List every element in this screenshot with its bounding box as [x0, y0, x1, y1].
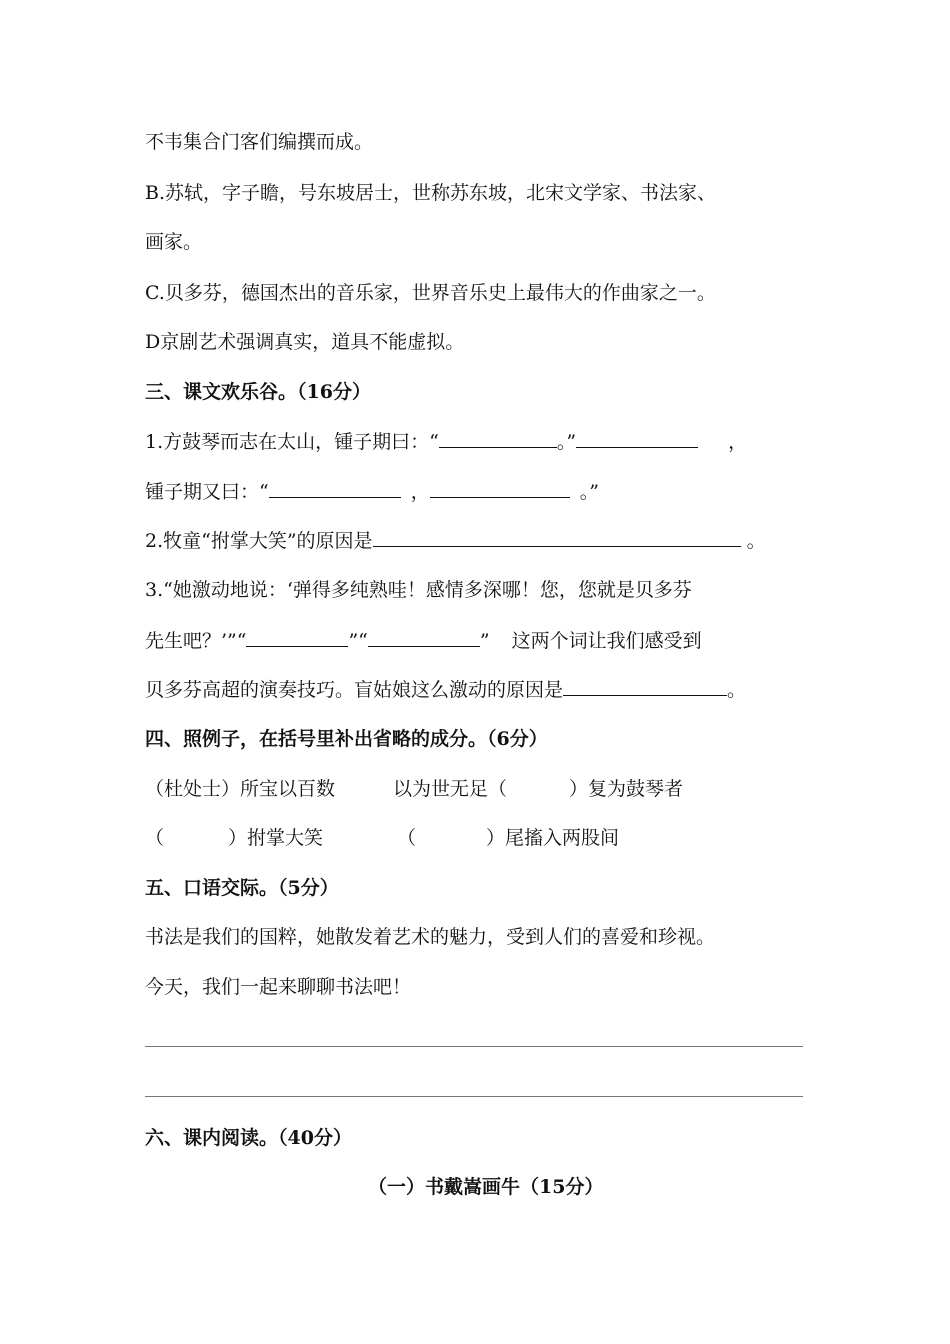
question-line [145, 628, 702, 653]
question-text: ”“ [348, 630, 368, 652]
example-line [145, 777, 683, 801]
reading-subtitle: （一）书戴嵩画牛（15分） [368, 1176, 604, 1198]
answer-blank[interactable] [576, 429, 698, 448]
question-line [145, 429, 747, 454]
question-text: 。” [556, 431, 577, 453]
answer-blank[interactable] [563, 677, 727, 696]
question-text: 。 [727, 679, 747, 701]
section-heading: 五、口语交际。（5分） [145, 877, 339, 899]
question-text: 2.牧童“拊掌大笑”的原因是 [145, 530, 373, 552]
question-text: 这两个词让我们感受到 [511, 630, 702, 652]
question-text: ” [479, 630, 490, 652]
question-text: 先生吧？’”“ [145, 630, 247, 652]
answer-blank[interactable] [439, 429, 557, 448]
question-line [145, 528, 766, 553]
writing-line[interactable] [145, 1046, 803, 1047]
answer-blank[interactable] [246, 628, 348, 647]
question-text: 贝多芬高超的演奏技巧。盲姑娘这么激动的原因是 [145, 679, 564, 701]
text-line: D京剧艺术强调真实，道具不能虚拟。 [145, 331, 465, 353]
paragraph: 今天，我们一起来聊聊书法吧！ [145, 976, 412, 998]
example-text: （ [397, 827, 417, 849]
writing-line[interactable] [145, 1096, 803, 1097]
example-text: ）复为鼓琴者 [569, 778, 684, 800]
question-text: 1.方鼓琴而志在太山，锺子期曰：“ [145, 431, 439, 453]
answer-blank[interactable] [368, 628, 480, 647]
example-text: 以为世无足（ [393, 778, 508, 800]
question-line [145, 677, 746, 702]
answer-blank[interactable] [269, 479, 401, 498]
text-line: C.贝多芬，德国杰出的音乐家，世界音乐史上最伟大的作曲家之一。 [145, 282, 716, 304]
paragraph: 书法是我们的国粹，她散发着艺术的魅力，受到人们的喜爱和珍视。 [145, 926, 716, 948]
question-line: 3.“她激动地说：‘弹得多纯熟哇！感情多深哪！您，您就是贝多芬 [145, 579, 692, 601]
example-text: （杜处士）所宝以百数 [145, 778, 336, 800]
example-text: ）拊掌大笑 [228, 827, 324, 849]
question-text: ， [410, 481, 430, 503]
question-text: 。 [746, 530, 766, 552]
text-line: 画家。 [145, 231, 203, 253]
question-text: ， [728, 431, 748, 453]
text-line: B.苏轼，字子瞻，号东坡居士，世称苏东坡，北宋文学家、书法家、 [145, 182, 717, 204]
question-text: 。” [579, 481, 599, 503]
answer-blank[interactable] [430, 479, 570, 498]
answer-blank[interactable] [373, 528, 741, 547]
example-text: （ [145, 827, 165, 849]
example-line [145, 826, 619, 850]
question-line [145, 479, 599, 504]
example-text: ）尾搐入两股间 [486, 827, 620, 849]
text-line: 不韦集合门客们编撰而成。 [145, 131, 374, 153]
question-text: 锺子期又曰：“ [145, 481, 269, 503]
section-heading: 三、课文欢乐谷。（16分） [145, 381, 371, 403]
section-heading: 四、照例子，在括号里补出省略的成分。（6分） [145, 728, 548, 750]
section-heading: 六、课内阅读。（40分） [145, 1127, 352, 1149]
